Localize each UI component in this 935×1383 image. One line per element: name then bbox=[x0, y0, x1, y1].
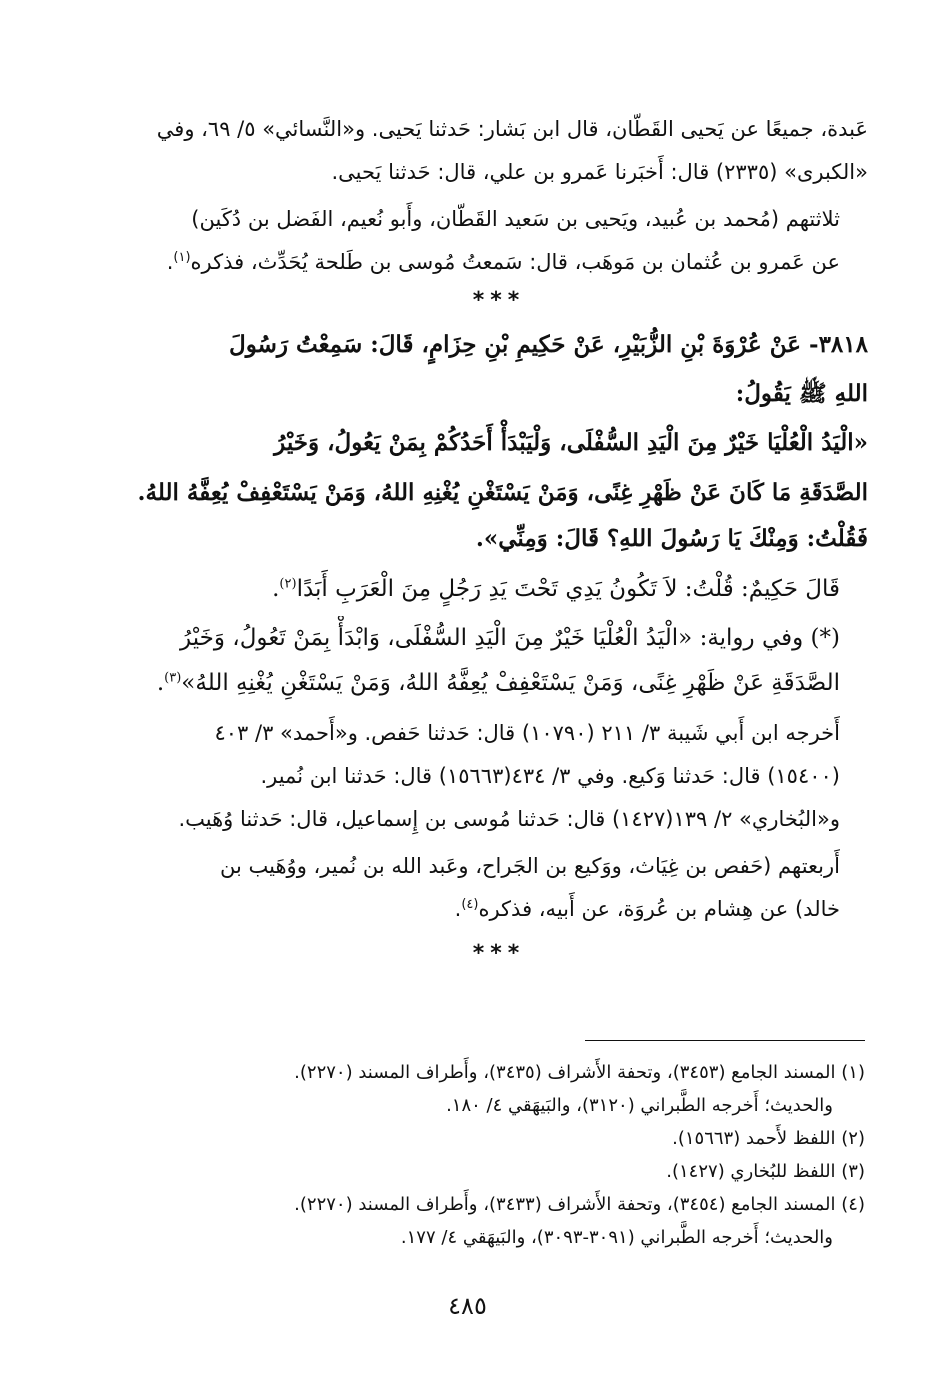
footnote-line: (٣) اللفظ للبُخاري (١٤٢٧). bbox=[666, 1161, 865, 1182]
text-line: «الْيَدُ الْعُلْيَا خَيْرٌ مِنَ الْيَدِ السُّفْلَى، وَلْيَبْدَأْ أَحَدُكُمْ بِمَنْ يَعُولُ، وَخَيْرُ bbox=[274, 429, 868, 456]
footnote-ref-2[interactable]: (٢) bbox=[279, 576, 297, 592]
hadith-text bbox=[130, 416, 868, 562]
riwaya-paragraph bbox=[130, 616, 868, 706]
footnote-ref-1[interactable]: (١) bbox=[173, 250, 191, 265]
text-line: الصَّدَقَةِ عَنْ ظَهْرِ غِنًى، وَمَنْ يَسْتَعْفِفْ يُعِفَّهُ اللهُ، وَمَنْ يَسْتَغْنِ يُغْنِهِ اللهُ»$^{(٣)}$. bbox=[156, 670, 840, 696]
text-line: ثلاثتهم (مُحمد بن عُبيد، ويَحيى بن سَعيد القَطّان، وأَبو نُعيم، الفَضل بن دُكَين) bbox=[191, 207, 840, 231]
footnote-ref-3[interactable]: (٣) bbox=[164, 670, 182, 686]
text-span: قَالَ حَكِيمٌ: قُلْتُ: لاَ تَكُونُ يَدِي تَحْتَ يَدِ رَجُلٍ مِنَ الْعَرَبِ أَبَدًا bbox=[296, 576, 840, 602]
text-line: و«البُخاري» ٢/ ١٣٩(١٤٢٧) قال: حَدثنا مُوسى بن إِسماعيل، قال: حَدثنا وُهَيب. bbox=[178, 807, 840, 831]
text-line: خالد) عن هِشام بن عُروَة، عن أَبيه، فذكره$^{(٤)}$. bbox=[454, 897, 840, 921]
text-line: «الكبرى» (٢٣٣٥) قال: أَخبَرنا عَمرو بن علي، قال: حَدثنا يَحيى. bbox=[331, 160, 868, 184]
footnote-continuation: والحديث؛ أَخرجه الطَّبراني (٣٠٩١-٣٠٩٣)، والبَيهَقي ٤/ ١٧٧. bbox=[400, 1227, 833, 1248]
text-line: (١٥٤٠٠) قال: حَدثنا وَكيع. وفي ٣/ ٤٣٤(١٥٦٦٣) قال: حَدثنا ابن نُمير. bbox=[260, 764, 840, 788]
takhrij-paragraph bbox=[130, 712, 868, 841]
footnote-3 bbox=[160, 1155, 865, 1188]
chain-paragraph-1 bbox=[130, 198, 868, 284]
footnote-ref-4[interactable]: (٤) bbox=[461, 897, 479, 912]
footnote-line: (٤) المسند الجامع (٣٤٥٤)، وتحفة الأَشراف (٣٤٣٣)، وأَطراف المسند (٢٢٧٠). bbox=[294, 1194, 865, 1215]
footnote-line: (١) المسند الجامع (٣٤٥٣)، وتحفة الأَشراف (٣٤٣٥)، وأَطراف المسند (٢٢٧٠). bbox=[294, 1062, 865, 1083]
footnote-2 bbox=[160, 1122, 865, 1155]
intro-paragraph bbox=[130, 108, 868, 194]
chain-paragraph-2 bbox=[130, 845, 868, 931]
section-separator: *** bbox=[472, 288, 526, 313]
footnote-divider bbox=[585, 1040, 865, 1041]
text-line: فَقُلْتُ: وَمِنْكَ يَا رَسُولَ اللهِ؟ قَالَ: وَمِنِّي». bbox=[475, 525, 868, 552]
section-separator: *** bbox=[472, 941, 526, 966]
text-span: الصَّدَقَةِ عَنْ ظَهْرِ غِنًى، وَمَنْ يَسْتَعْفِفْ يُعِفَّهُ اللهُ، وَمَنْ يَسْتَغْنِ يُغْنِهِ اللهُ» bbox=[181, 670, 840, 696]
footnotes bbox=[160, 1056, 865, 1254]
text-line: أَخرجه ابن أَبي شَيبة ٣/ ٢١١ (١٠٧٩٠) قال: حَدثنا حَفص. و«أَحمد» ٣/ ٤٠٣ bbox=[214, 721, 840, 745]
text-line: اللهِ ﷺ يَقُولُ: bbox=[735, 380, 868, 407]
text-line: قَالَ حَكِيمٌ: قُلْتُ: لاَ تَكُونُ يَدِي تَحْتَ يَدِ رَجُلٍ مِنَ الْعَرَبِ أَبَدًا$^{(٢)}$. bbox=[272, 576, 840, 602]
text-span: خالد) عن هِشام بن عُروَة، عن أَبيه، فذكره bbox=[478, 897, 840, 921]
text-span: عن عَمرو بن عُثمان بن مَوهَب، قال: سَمعتُ مُوسى بن طَلحة يُحَدِّث، فذكره bbox=[190, 250, 840, 274]
footnote-1 bbox=[160, 1056, 865, 1122]
text-line: عن عَمرو بن عُثمان بن مَوهَب، قال: سَمعتُ مُوسى بن طَلحة يُحَدِّث، فذكره$^{(١)}$. bbox=[166, 250, 840, 274]
page-number: ٤٨٥ bbox=[448, 1292, 487, 1320]
footnote-line: (٢) اللفظ لأَحمد (١٥٦٦٣). bbox=[672, 1128, 865, 1149]
text-line: (*) وفي رواية: «الْيَدُ الْعُلْيَا خَيْرٌ مِنَ الْيَدِ السُّفْلَى، وَابْدَأْ بِمَنْ تَعُولُ، وَخَيْرُ bbox=[180, 625, 840, 651]
hakim-statement bbox=[130, 562, 868, 616]
hadith-heading bbox=[130, 318, 868, 416]
main-text bbox=[130, 108, 868, 971]
footnote-continuation: والحديث؛ أَخرجه الطَّبراني (٣١٢٠)، والبَيهَقي ٤/ ١٨٠. bbox=[446, 1095, 833, 1116]
text-line: ٣٨١٨- عَنْ عُرْوَةَ بْنِ الزُّبَيْرِ، عَنْ حَكِيمِ بْنِ حِزَامٍ، قَالَ: سَمِعْتُ رَسُولَ bbox=[229, 331, 868, 358]
text-line: أَربعتهم (حَفص بن غِيَاث، ووَكيع بن الجَراح، وعَبد الله بن نُمير، ووُهَيب بن bbox=[220, 854, 840, 878]
footnote-4 bbox=[160, 1188, 865, 1254]
text-line: عَبدة، جميعًا عن يَحيى القَطّان، قال ابن بَشار: حَدثنا يَحيى. و«النَّسائي» ٥/ ٦٩، وفي bbox=[156, 117, 868, 141]
text-line: الصَّدَقَةِ مَا كَانَ عَنْ ظَهْرِ غِنًى، وَمَنْ يَسْتَغْنِ يُغْنِهِ اللهُ، وَمَنْ يَسْتَعْفِفْ يُعِفَّهُ اللهُ. bbox=[137, 479, 868, 506]
